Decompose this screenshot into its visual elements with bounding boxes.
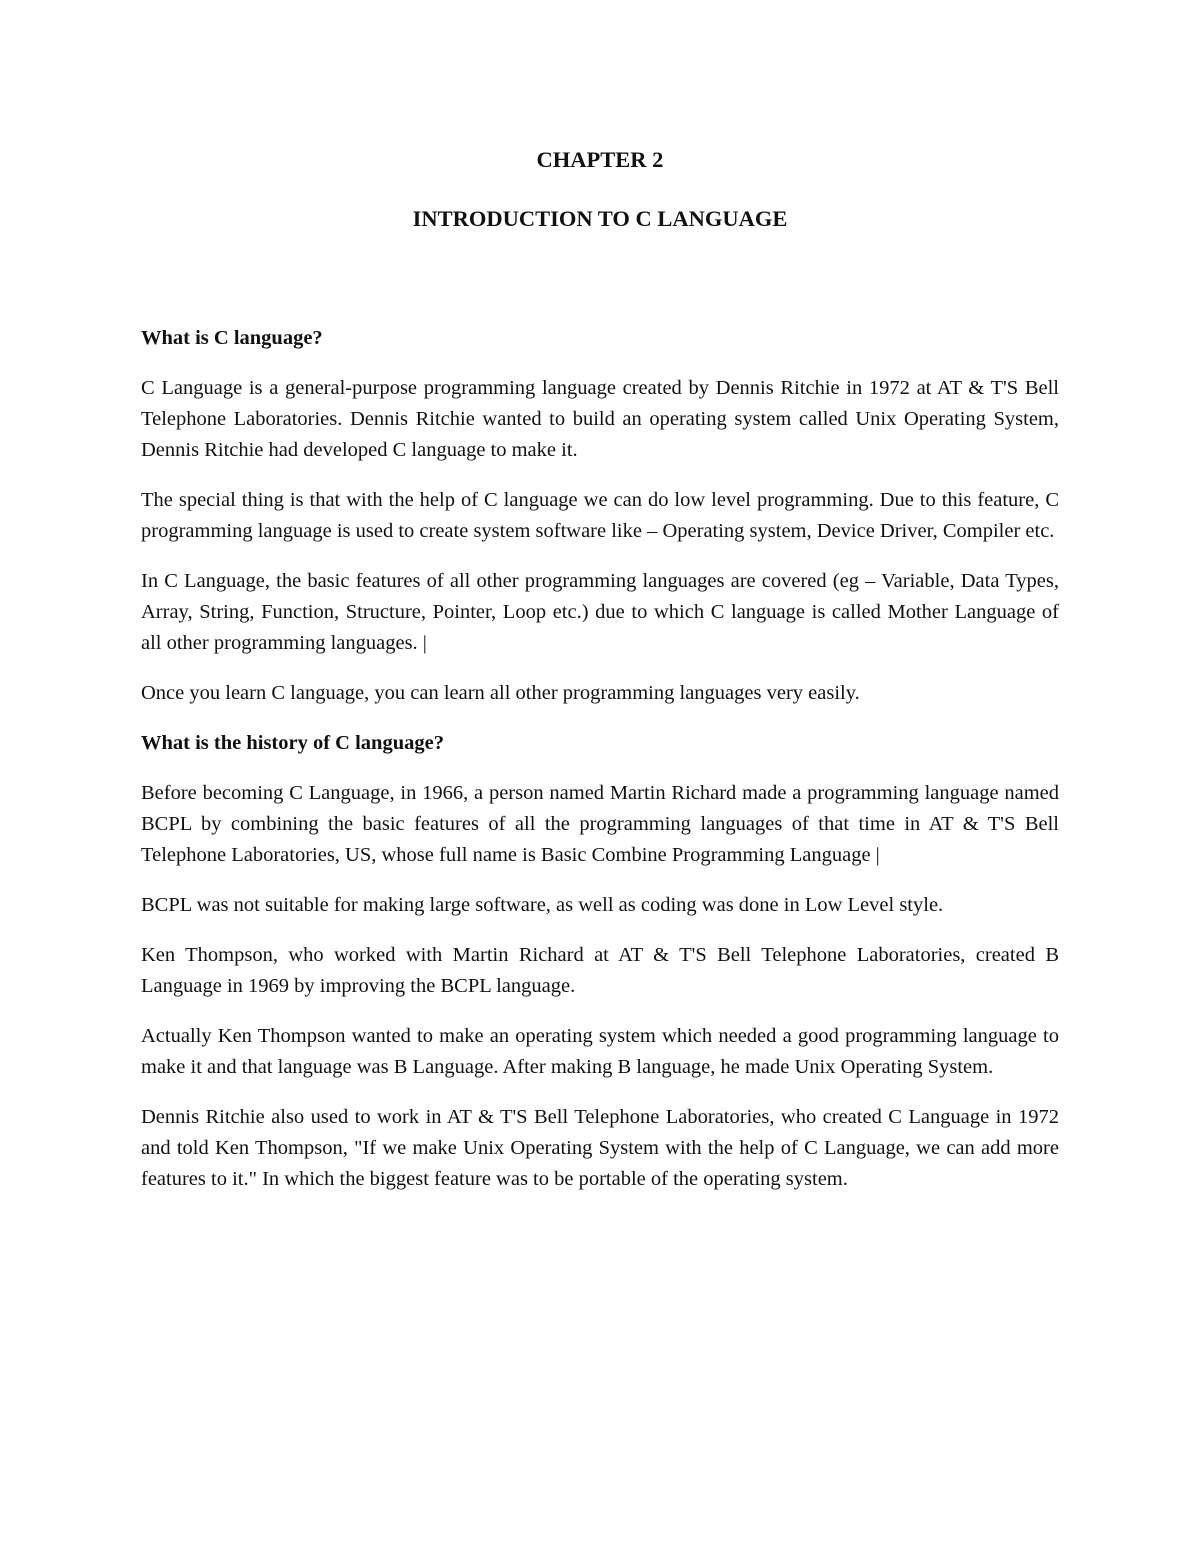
paragraph: Ken Thompson, who worked with Martin Richard at AT & T'S Bell Telephone Laboratories, created B Language in 1969 by improving the BCPL language.: [141, 944, 1059, 997]
paragraph: C Language is a general-purpose programming language created by Dennis Ritchie in 1972 at AT & T'S Bell Telephone Laboratories. Dennis Ritchie wanted to build an operating system called Unix Operating System, Dennis Ritchie had developed C language to make it.: [141, 377, 1059, 461]
section-heading-what-is-c: What is C language?: [141, 327, 323, 349]
chapter-title: INTRODUCTION TO C LANGUAGE: [412, 206, 788, 231]
section-heading-history-of-c: What is the history of C language?: [141, 732, 444, 754]
paragraph: The special thing is that with the help of C language we can do low level programming. Due to this feature, C programming language is used to create system software like – Operating system, Device Driver, Compiler etc.: [141, 489, 1059, 542]
paragraph: Dennis Ritchie also used to work in AT & T'S Bell Telephone Laboratories, who created C Language in 1972 and told Ken Thompson, "If we make Unix Operating System with the help of C Language, we can add more features to it." In which the biggest feature was to be portable of the operating system.: [141, 1106, 1059, 1190]
paragraph: Before becoming C Language, in 1966, a person named Martin Richard made a programming language named BCPL by combining the basic features of all the programming languages of that time in AT & T'S Bell Telephone Laboratories, US, whose full name is Basic Combine Programming Language |: [141, 782, 1059, 866]
paragraph: Once you learn C language, you can learn all other programming languages very easily.: [141, 682, 860, 704]
document-page: [141, 140, 1059, 1195]
chapter-number: CHAPTER 2: [536, 147, 664, 172]
paragraph: In C Language, the basic features of all other programming languages are covered (eg – Variable, Data Types, Array, String, Function, Structure, Pointer, Loop etc.) due to which C language is called Mother Language of all other programming languages. |: [141, 570, 1059, 654]
paragraph: Actually Ken Thompson wanted to make an operating system which needed a good programming language to make it and that language was B Language. After making B language, he made Unix Operating System.: [141, 1025, 1059, 1078]
paragraph: BCPL was not suitable for making large software, as well as coding was done in Low Level style.: [141, 894, 944, 916]
